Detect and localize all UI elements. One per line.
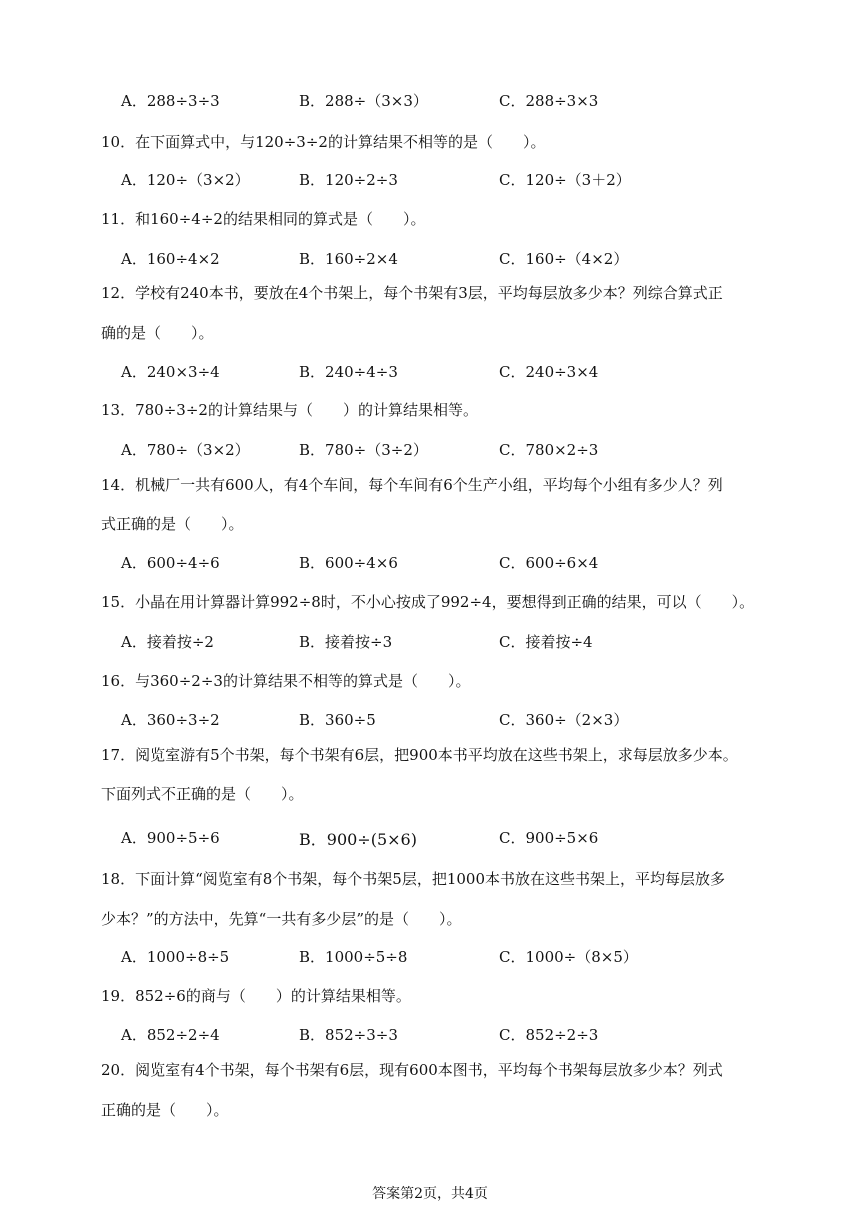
q17-options [0,827,860,847]
q10-options [0,169,860,189]
q14-option-c: C．600÷6×4 [499,554,599,572]
q19-option-c: C．852÷2÷3 [499,1026,599,1044]
page-footer: 答案第2页，共4页 [372,1186,488,1202]
q12-stem-line-1: 12．学校有240本书，要放在4个书架上，每个书架有3层，平均每层放多少本？列综合算式正 [101,284,723,302]
q12-option-b: B．240÷4÷3 [299,363,398,381]
q13-options [0,439,860,459]
q12-stem-line-2: 确的是（ ）。 [101,324,214,342]
q17-option-a: A．900÷5÷6 [121,829,220,847]
q17-stem-line-2: 下面列式不正确的是（ ）。 [101,785,304,803]
q13-option-c: C．780×2÷3 [499,441,599,459]
q12-options [0,361,860,381]
q17-stem-line-1: 17．阅览室游有5个书架，每个书架有6层，把900本书平均放在这些书架上，求每层放多少本。 [101,746,738,764]
q13-stem: 13．780÷3÷2的计算结果与（ ）的计算结果相等。 [101,401,478,419]
q18-option-b: B．1000÷5÷8 [299,948,408,966]
q18-stem-line-1: 18．下面计算“阅览室有8个书架，每个书架5层，把1000本书放在这些书架上，平均每层放多 [101,870,726,888]
q19-stem: 19．852÷6的商与（ ）的计算结果相等。 [101,987,411,1005]
q15-option-b: B．接着按÷3 [299,633,393,651]
q19-option-b: B．852÷3÷3 [299,1026,398,1044]
q9-options [0,90,860,110]
q10-stem: 10．在下面算式中，与120÷3÷2的计算结果不相等的是（ ）。 [101,133,546,151]
q20-stem-line-1: 20．阅览室有4个书架，每个书架有6层，现有600本图书，平均每个书架每层放多少本？列式 [101,1061,723,1079]
q9-option-a: A．288÷3÷3 [121,92,220,110]
q13-option-b: B．780÷（3÷2） [299,441,428,459]
q16-option-c: C．360÷（2×3） [499,711,629,729]
q17-option-c: C．900÷5×6 [499,829,599,847]
q14-option-b: B．600÷4×6 [299,554,398,572]
q14-options [0,552,860,572]
q11-stem: 11．和160÷4÷2的结果相同的算式是（ ）。 [101,210,426,228]
q14-stem-line-1: 14．机械厂一共有600人，有4个车间，每个车间有6个生产小组，平均每个小组有多少人？列 [101,476,723,494]
q14-option-a: A．600÷4÷6 [121,554,220,572]
q19-option-a: A．852÷2÷4 [121,1026,220,1044]
q9-option-c: C．288÷3×3 [499,92,599,110]
q12-option-a: A．240×3÷4 [121,363,220,381]
q16-option-a: A．360÷3÷2 [121,711,220,729]
q11-options [0,248,860,268]
q14-stem-line-2: 式正确的是（ ）。 [101,515,244,533]
q16-option-b: B．360÷5 [299,711,376,729]
q11-option-a: A．160÷4×2 [121,250,220,268]
q10-option-b: B．120÷2÷3 [299,171,398,189]
q15-options [0,631,860,651]
q15-stem: 15．小晶在用计算器计算992÷8时，不小心按成了992÷4，要想得到正确的结果，可以（ ）。 [101,593,755,611]
q18-stem-line-2: 少本？”的方法中，先算“一共有多少层”的是（ ）。 [101,910,462,928]
q16-stem: 16．与360÷2÷3的计算结果不相等的算式是（ ）。 [101,672,471,690]
q10-option-a: A．120÷（3×2） [121,171,250,189]
q16-options [0,709,860,729]
q11-option-b: B．160÷2×4 [299,250,398,268]
q18-options [0,946,860,966]
q12-option-c: C．240÷3×4 [499,363,599,381]
q19-options [0,1024,860,1044]
q15-option-c: C．接着按÷4 [499,633,593,651]
q10-option-c: C．120÷（3＋2） [499,171,631,189]
q17-option-b: B．900÷(5×6) [299,830,417,849]
q20-stem-line-2: 正确的是（ ）。 [101,1101,229,1119]
q15-option-a: A．接着按÷2 [121,633,214,651]
q18-option-a: A．1000÷8÷5 [121,948,230,966]
q11-option-c: C．160÷（4×2） [499,250,629,268]
q9-option-b: B．288÷（3×3） [299,92,428,110]
q18-option-c: C．1000÷（8×5） [499,948,638,966]
q13-option-a: A．780÷（3×2） [121,441,250,459]
